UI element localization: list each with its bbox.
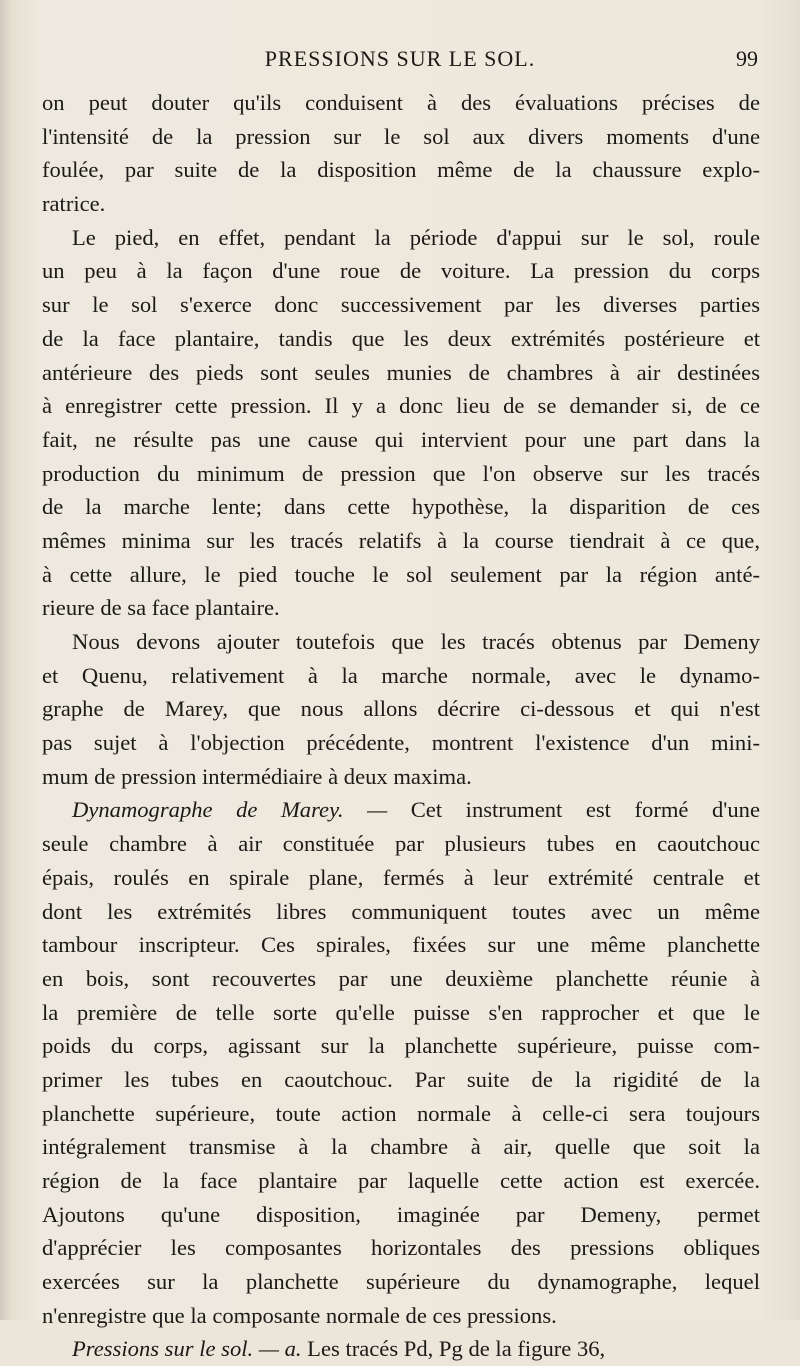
text-line: production du minimum de pression que l'on observe sur les tracés	[42, 460, 760, 486]
text-line: fait, ne résulte pas une cause qui intervient pour une part dans la	[42, 426, 760, 452]
text-line-remainder: Les tracés Pd, Pg de la figure 36,	[307, 1336, 606, 1362]
text-line: mêmes minima sur les tracés relatifs à la course tiendrait à ce que,	[42, 527, 760, 553]
text-line: dont les extrémités libres communiquent toutes avec un même	[42, 898, 760, 924]
text-line: épais, roulés en spirale plane, fermés à leur extrémité centrale et	[42, 864, 760, 890]
text-line: exercées sur la planchette supérieure du dynamographe, lequel	[42, 1269, 760, 1295]
text-line: de la marche lente; dans cette hypothèse, la disparition de ces	[42, 494, 760, 520]
section-run-in-title: Dynamographe de Marey. —	[72, 797, 388, 823]
text-line-remainder: Cet instrument est formé d'une	[410, 797, 760, 823]
body-text	[42, 86, 760, 1366]
page-header	[0, 38, 800, 78]
text-line: tambour inscripteur. Ces spirales, fixées sur une même planchette	[42, 932, 760, 958]
text-line: et Quenu, relativement à la marche normale, avec le dynamo-	[42, 662, 760, 688]
running-head: PRESSIONS SUR LE SOL.	[264, 46, 536, 71]
text-line: n'enregistre que la composante normale de ces pressions.	[42, 1302, 557, 1328]
page-number: 99	[736, 46, 758, 71]
text-line: Nous devons ajouter toutefois que les tracés obtenus par Demeny	[72, 629, 760, 654]
text-line	[42, 1332, 760, 1366]
text-line: un peu à la façon d'une roue de voiture. La pression du corps	[42, 258, 760, 284]
section-run-in-title: Pressions sur le sol. — a.	[72, 1336, 302, 1362]
text-line: l'intensité de la pression sur le sol aux divers moments d'une	[42, 123, 760, 149]
text-line: primer les tubes en caoutchouc. Par suite de la rigidité de la	[42, 1066, 760, 1092]
text-line: Le pied, en effet, pendant la période d'appui sur le sol, roule	[72, 224, 760, 250]
text-line: foulée, par suite de la disposition même de la chaussure explo-	[42, 157, 760, 183]
text-line: intégralement transmise à la chambre à air, quelle que soit la	[42, 1134, 760, 1160]
text-line: d'apprécier les composantes horizontales des pressions obliques	[42, 1235, 760, 1261]
text-line: seule chambre à air constituée par plusieurs tubes en caoutchouc	[42, 831, 760, 857]
text-line: la première de telle sorte qu'elle puisse s'en rapprocher et que le	[42, 999, 760, 1025]
text-line: antérieure des pieds sont seules munies de chambres à air destinées	[42, 359, 760, 385]
text-line: en bois, sont recouvertes par une deuxième planchette réunie à	[42, 965, 760, 991]
text-line: à cette allure, le pied touche le sol seulement par la région anté-	[42, 561, 760, 587]
text-line: sur le sol s'exerce donc successivement par les diverses parties	[42, 292, 760, 318]
text-line	[42, 793, 760, 827]
text-line: rieure de sa face plantaire.	[42, 595, 280, 621]
text-line: pas sujet à l'objection précédente, montrent l'existence d'un mini-	[42, 730, 760, 756]
text-line: de la face plantaire, tandis que les deux extrémités postérieure et	[42, 325, 760, 351]
text-line: on peut douter qu'ils conduisent à des évaluations précises de	[42, 90, 760, 115]
text-line: planchette supérieure, toute action normale à celle-ci sera toujours	[42, 1100, 760, 1126]
text-line: graphe de Marey, que nous allons décrire ci-dessous et qui n'est	[42, 696, 760, 722]
text-line: ratrice.	[42, 191, 106, 217]
text-line: région de la face plantaire par laquelle cette action est exercée.	[42, 1168, 760, 1193]
text-line: à enregistrer cette pression. Il y a donc lieu de se demander si, de ce	[42, 393, 760, 419]
text-line: Ajoutons qu'une disposition, imaginée par Demeny, permet	[42, 1201, 760, 1227]
text-line: poids du corps, agissant sur la planchette supérieure, puisse com-	[42, 1033, 760, 1059]
text-line: mum de pression intermédiaire à deux maxima.	[42, 763, 472, 789]
